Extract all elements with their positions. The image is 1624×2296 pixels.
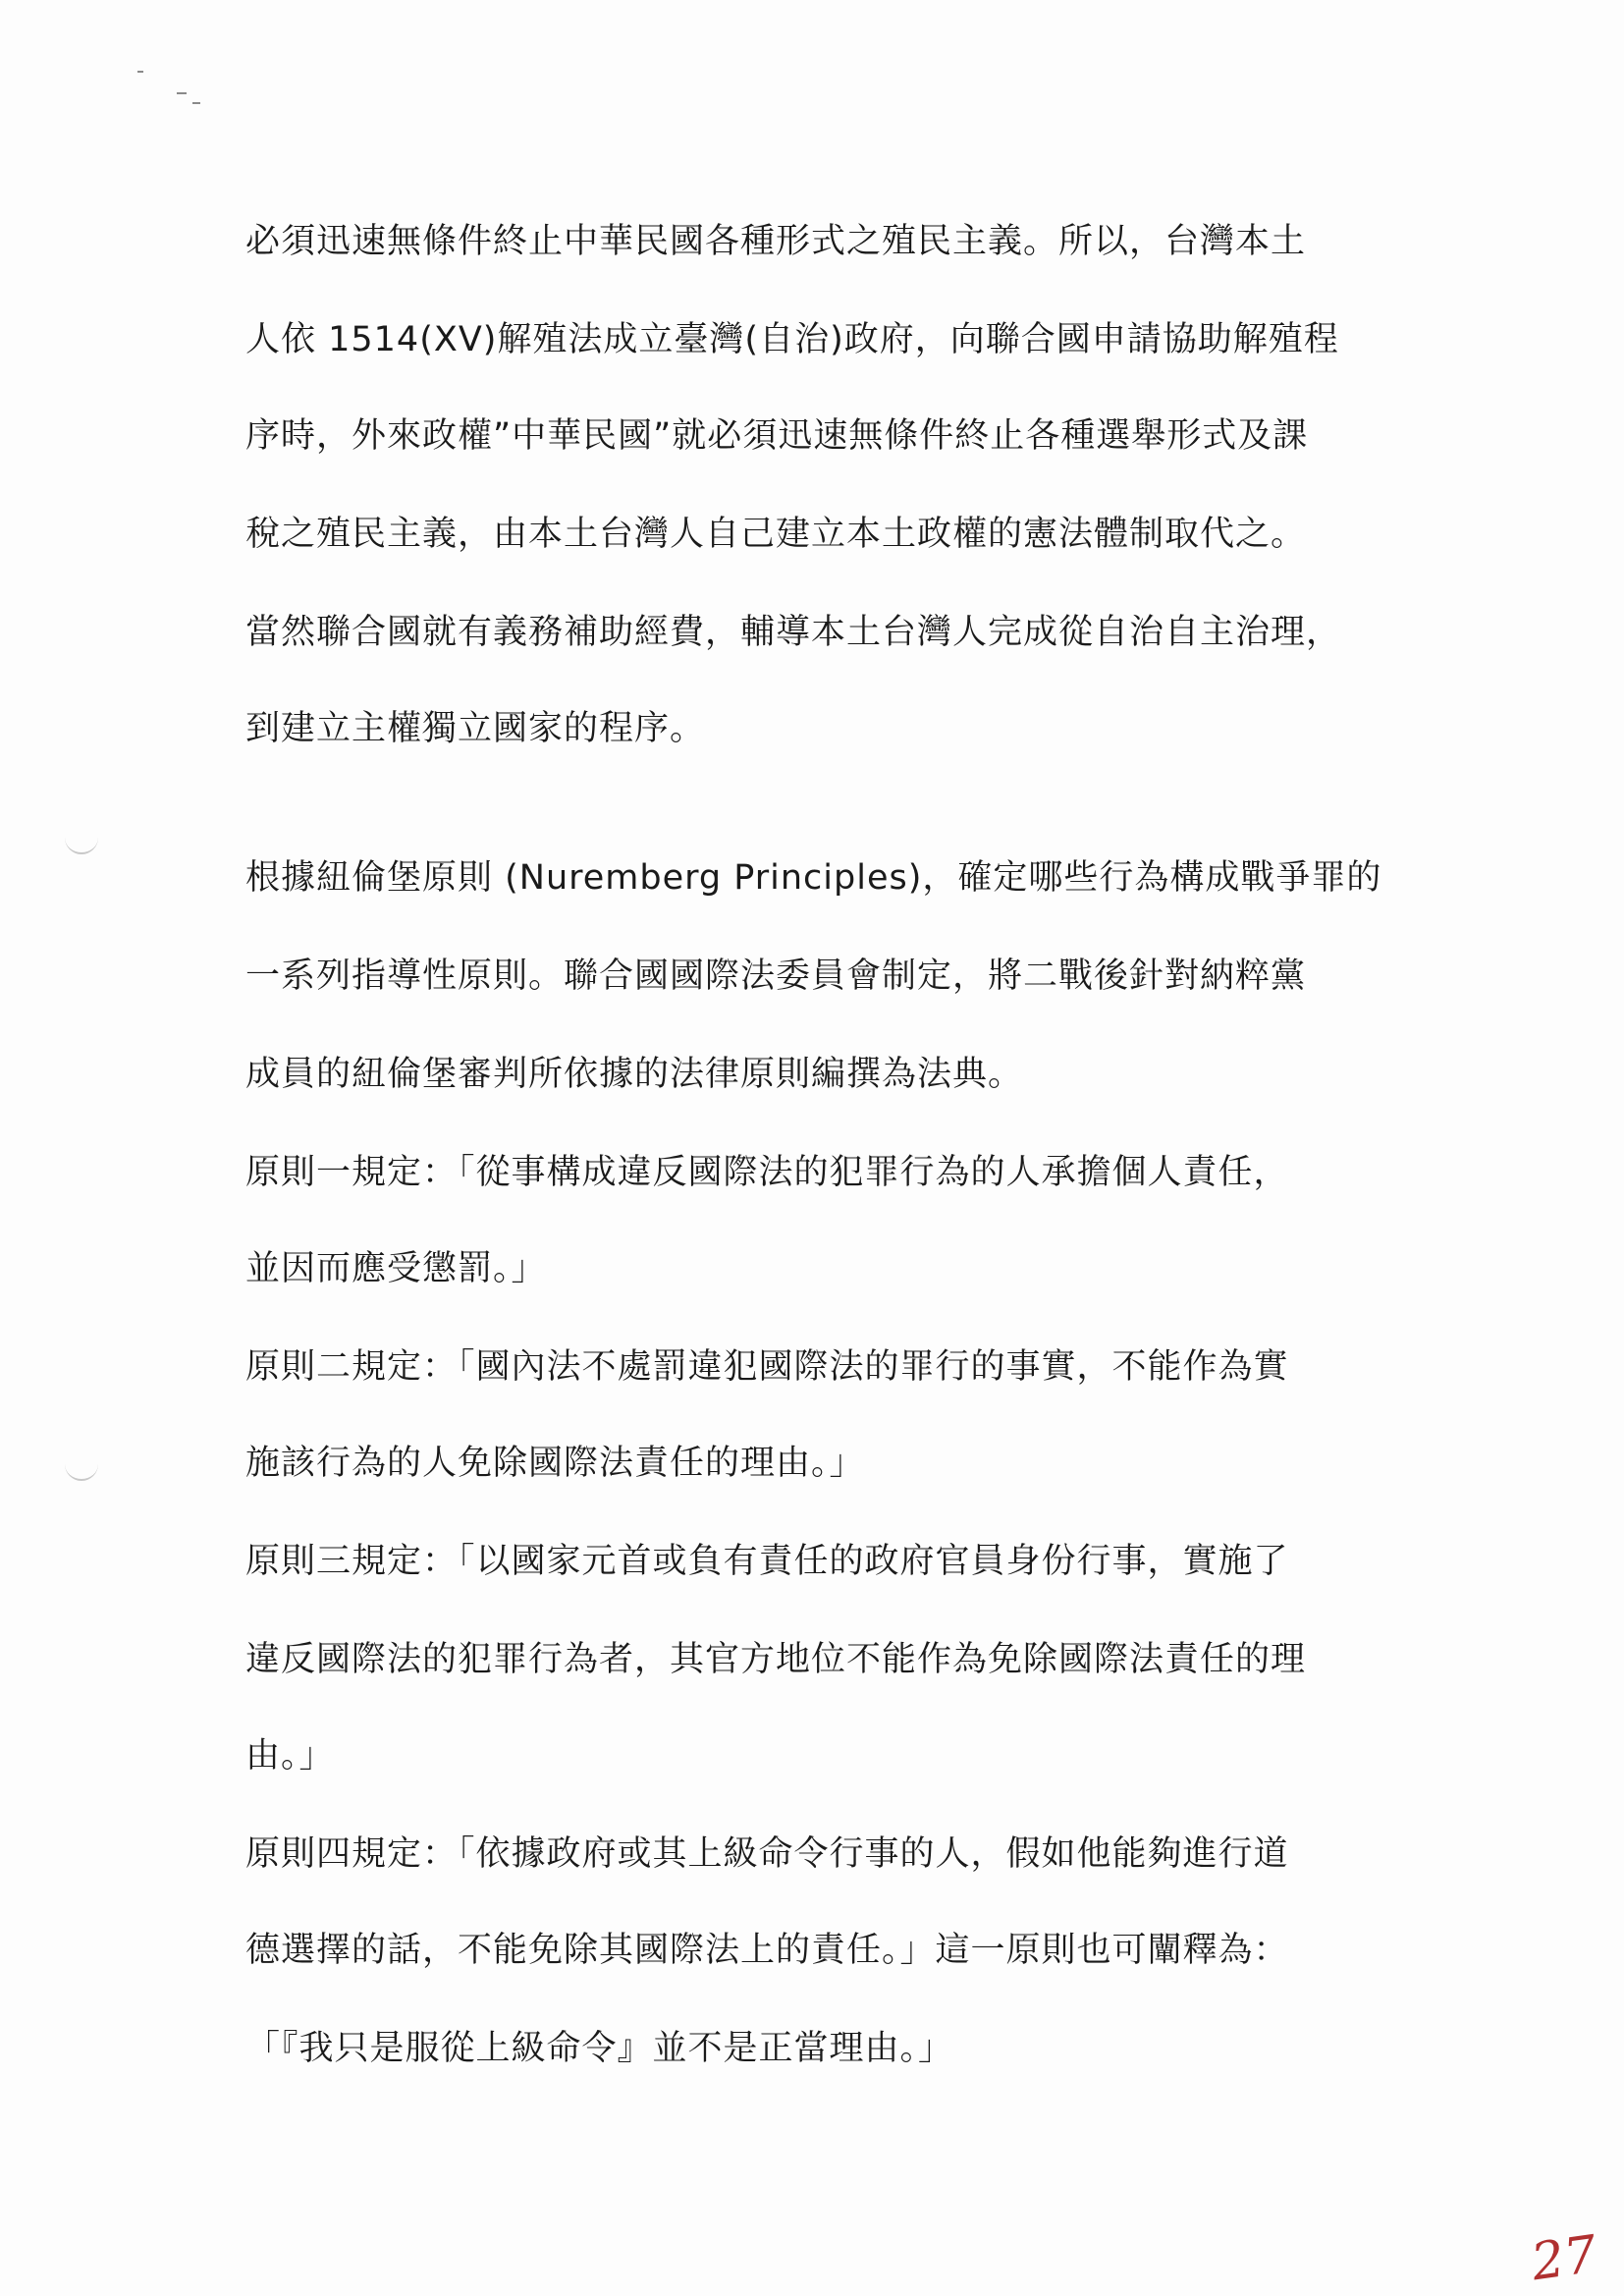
text-line: 由。」 [245,1736,335,1776]
text-line: 原則二規定：「國內法不處罰違犯國際法的罪行的事實，不能作為實 [245,1347,1289,1387]
text-line: 當然聯合國就有義務補助經費，輔導本土台灣人完成從自治自主治理， [245,613,1342,652]
scan-speck [177,92,187,94]
scan-speck [192,102,200,104]
text-line: 違反國際法的犯罪行為者，其官方地位不能作為免除國際法責任的理 [245,1640,1307,1679]
text-line: 德選擇的話，不能免除其國際法上的責任。」這一原則也可闡釋為： [245,1931,1289,1970]
page-number: 27 [1528,2224,1601,2293]
text-line: 人依 1514(XV)解殖法成立臺灣(自治)政府，向聯合國申請協助解殖程 [245,320,1339,359]
scan-speck [137,71,143,73]
text-line: 原則一規定：「從事構成違反國際法的犯罪行為的人承擔個人責任， [245,1153,1289,1192]
text-line: 「『我只是服從上級命令』並不是正當理由。」 [245,2029,954,2068]
text-line: 施該行為的人免除國際法責任的理由。」 [245,1444,865,1483]
text-line: 原則三規定：「以國家元首或負有責任的政府官員身份行事，實施了 [245,1542,1289,1581]
punch-hole-mark [65,835,98,854]
text-line: 到建立主權獨立國家的程序。 [245,709,706,748]
text-line: 必須迅速無條件終止中華民國各種形式之殖民主義。所以，台灣本土 [245,222,1307,261]
text-line: 根據紐倫堡原則 (Nuremberg Principles)，確定哪些行為構成戰爭罪的 [245,858,1382,898]
text-line: 稅之殖民主義，由本土台灣人自己建立本土政權的憲法體制取代之。 [245,515,1307,554]
text-line: 序時，外來政權”中華民國”就必須迅速無條件終止各種選舉形式及課 [245,416,1309,456]
text-line: 一系列指導性原則。聯合國國際法委員會制定，將二戰後針對納粹黨 [245,957,1307,996]
punch-hole-mark [65,1461,98,1481]
text-line: 原則四規定：「依據政府或其上級命令行事的人，假如他能夠進行道 [245,1834,1289,1874]
text-line: 成員的紐倫堡審判所依據的法律原則編撰為法典。 [245,1055,1024,1094]
text-line: 並因而應受懲罰。」 [245,1249,547,1288]
